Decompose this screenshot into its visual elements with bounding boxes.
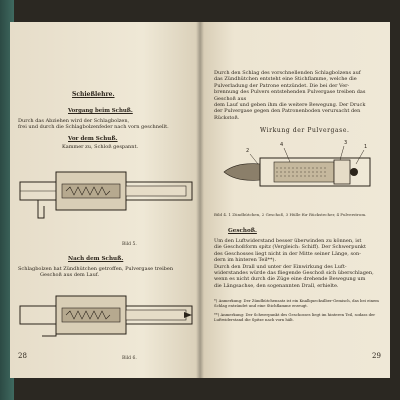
text-line: Rückstoß. (214, 114, 240, 121)
geschoss-heading: Geschoß. (228, 228, 257, 234)
bolt-diagram-before (16, 152, 196, 237)
cartridge-diagram (214, 134, 384, 210)
before-shot-heading: Vor dem Schuß. (68, 136, 118, 142)
text-line: frei und durch die Schlagbolzenfeder nach vorn geschnellt. (18, 124, 169, 131)
open-book (10, 22, 390, 378)
figure-title: Wirkung der Pulvergase. (260, 127, 350, 134)
text-line: Pulverladung der Patrone entzündet. Die bei der Ver- (214, 82, 350, 89)
svg-text:1: 1 (364, 144, 368, 150)
figure-5-label: Bild 5. (122, 242, 137, 247)
page-number-right: 29 (372, 352, 381, 360)
text-line: der Pulvergase gegen den Patronenboden verursacht den (214, 108, 361, 115)
section-heading: Vorgang beim Schuß. (68, 108, 133, 114)
footnotes (214, 298, 384, 322)
text-line: Durch das Abziehen wird der Schlagbolzen, (18, 118, 130, 124)
svg-text:4: 4 (280, 142, 284, 148)
svg-text:2: 2 (246, 148, 250, 154)
footnote: *) Anmerkung: Der Zündhütchensatz ist ein Knallquecksilber-Gemisch, das bei einem Schlag entzündet und eine Stichflamme erzeugt. (214, 298, 379, 308)
after-shot-text (18, 266, 196, 279)
text-line: Um den Luftwiderstand besser überwinden zu können, ist (214, 238, 362, 244)
left-body (18, 118, 196, 131)
text-line: Geschoß aus dem Lauf. (40, 272, 100, 279)
page-number-left: 28 (18, 352, 27, 360)
footnote: **) Anmerkung: Der Schwerpunkt des Geschosses liegt im hinteren Teil, sodass der Luftwiderstand die Spitze nach vorn hält. (214, 312, 376, 322)
right-page (200, 22, 390, 378)
text-line: widerstandes würde das fliegende Geschoß sich überschlagen, (214, 270, 374, 277)
text-line: Schlagbolzen hat Zündhütchen getroffen, Pulvergase treiben (18, 266, 174, 272)
text-line: Durch den Drall und unter der Einwirkung des Luft- (214, 263, 347, 270)
before-shot-caption: Kammer zu, Schloß gespannt. (62, 144, 139, 150)
text-line: des Geschosses liegt nicht in der Mitte seiner Länge, son- (214, 250, 361, 257)
text-line: Durch den Schlag des vorschnellenden Schlagbolzens auf (214, 70, 361, 76)
text-line: brennung des Pulvers entstehenden Pulvergase treiben das Geschoß aus (214, 89, 366, 102)
bolt-diagram-after (16, 280, 196, 360)
geschoss-text (214, 238, 384, 289)
text-line: die Geschoßform spitz (Vergleich: Schiff). Der Schwerpunkt (214, 244, 366, 251)
right-intro (214, 70, 384, 121)
left-page (10, 22, 200, 378)
text-line: dem Lauf und geben ihm die weitere Bewegung. Der Druck (214, 102, 366, 109)
text-line: wenn es nicht durch die Züge eine drehende Bewegung um (214, 276, 366, 283)
figure-6-label: Bild 6. (122, 356, 137, 361)
after-shot-heading: Nach dem Schuß. (68, 256, 124, 262)
svg-text:3: 3 (344, 140, 348, 146)
text-line: dern im hinteren Teil**). (214, 257, 277, 264)
text-line: die Längsachse, den sogenannten Drall, erhielte. (214, 282, 339, 289)
page-heading: Schießlehre. (72, 91, 115, 98)
figure-4-caption: Bild 4. 1 Zündhütchen, 2 Geschoß, 3 Hülle für Rückstecher, 4 Pulverstrom. (214, 212, 367, 217)
book-gutter (196, 22, 204, 378)
text-line: das Zündhütchen entsteht eine Stichflamme, welche die (214, 76, 357, 83)
